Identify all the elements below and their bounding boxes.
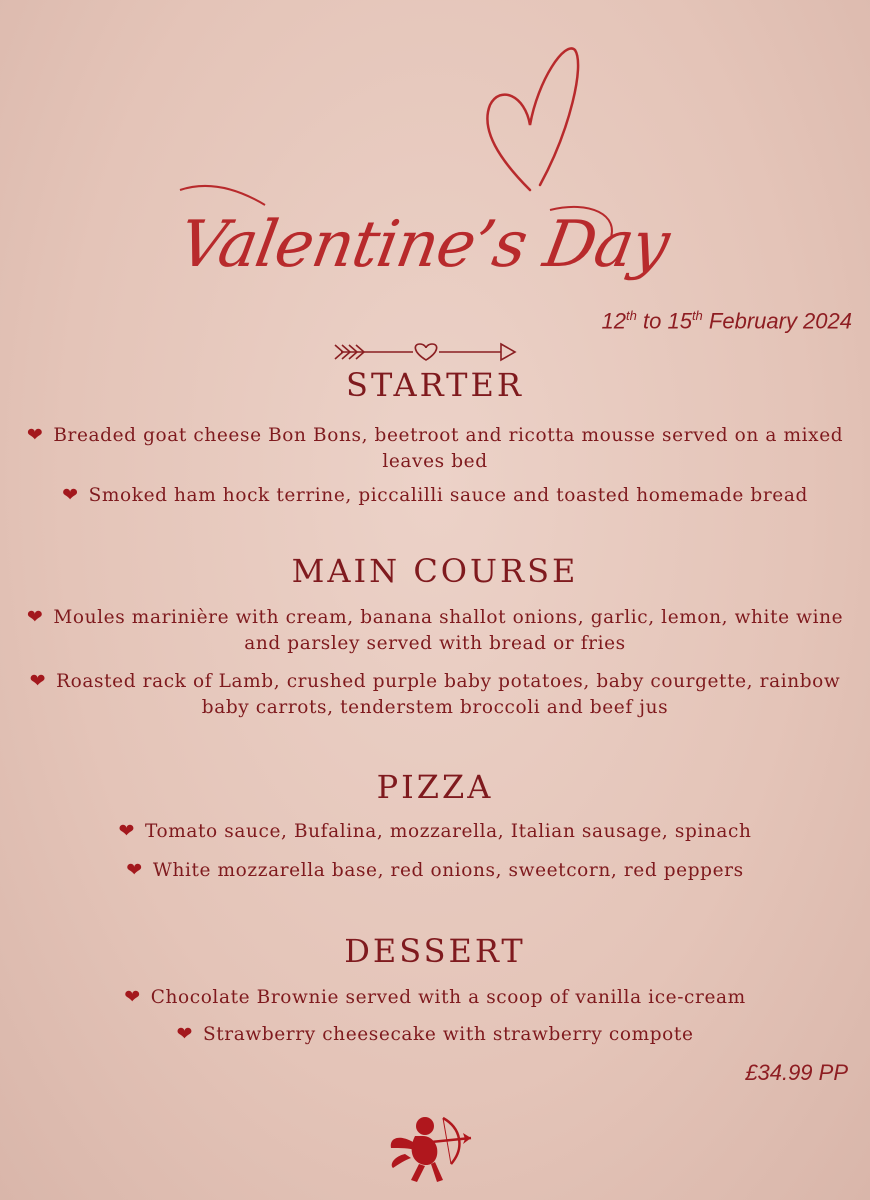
date-to: 15 [667, 308, 692, 334]
dish-text: Strawberry cheesecake with strawberry compote [203, 1024, 694, 1045]
heart-bullet-icon: ❤ [126, 859, 143, 881]
dish-text: Breaded goat cheese Bon Bons, beetroot and ricotta mousse served on a mixed leaves bed [53, 425, 844, 472]
dish-text: Moules marinière with cream, banana shallot onions, garlic, lemon, white wine and parsley served with bread or fries [53, 607, 844, 654]
list-item [0, 818, 870, 845]
list-item [0, 668, 870, 721]
dish-text: Roasted rack of Lamb, crushed purple baby potatoes, baby courgette, rainbow baby carrots, tenderstem broccoli and beef jus [56, 671, 841, 718]
list-item [0, 604, 870, 657]
list-item [0, 857, 870, 884]
section-heading-pizza: PIZZA [376, 768, 494, 806]
section-heading-starter: STARTER [346, 366, 524, 404]
dish-text: Tomato sauce, Bufalina, mozzarella, Italian sausage, spinach [144, 821, 752, 842]
date-to-word: to [642, 308, 662, 334]
menu-title: Valentine’s Day [173, 208, 675, 282]
section-heading-dessert: DESSERT [344, 932, 526, 970]
dish-text: White mozzarella base, red onions, sweetcorn, red peppers [152, 860, 744, 881]
list-item [0, 422, 870, 475]
dish-text: Chocolate Brownie served with a scoop of vanilla ice-cream [150, 987, 746, 1008]
list-item [0, 1021, 870, 1048]
date-from: 12 [601, 308, 626, 334]
arrow-heart-icon [333, 340, 519, 364]
heart-bullet-icon: ❤ [62, 484, 79, 506]
heart-bullet-icon: ❤ [26, 606, 44, 628]
title-block [170, 40, 675, 300]
cupid-icon [385, 1108, 475, 1188]
date-month-year: February 2024 [708, 308, 852, 334]
date-range [602, 308, 852, 334]
date-to-ordinal: th [691, 308, 703, 323]
list-item [0, 482, 870, 509]
dish-text: Smoked ham hock terrine, piccalilli sauce and toasted homemade bread [88, 485, 808, 506]
heart-bullet-icon: ❤ [26, 424, 44, 446]
heart-bullet-icon: ❤ [29, 670, 47, 692]
heart-bullet-icon: ❤ [118, 820, 135, 842]
date-from-ordinal: th [626, 308, 637, 323]
section-heading-main-course: MAIN COURSE [291, 552, 579, 590]
price-label: £34.99 PP [745, 1060, 848, 1085]
list-item [0, 984, 870, 1011]
heart-bullet-icon: ❤ [176, 1023, 193, 1045]
heart-bullet-icon: ❤ [124, 986, 141, 1008]
